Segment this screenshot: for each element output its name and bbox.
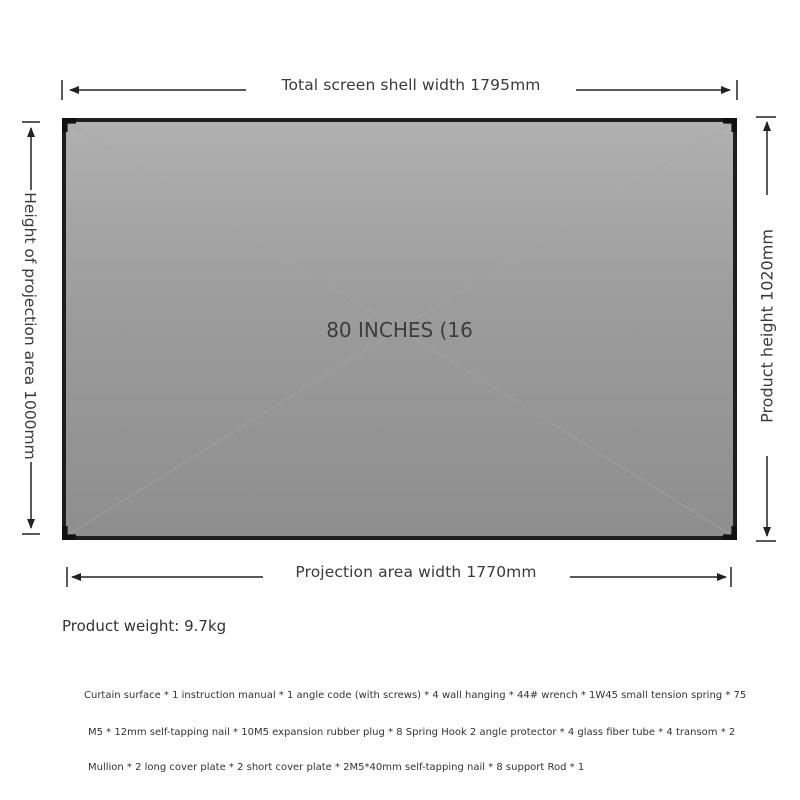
accessories-line-1: Curtain surface * 1 instruction manual * 1 angle code (with screws) * 4 wall hanging * 44# wrench * 1W45 small tension spring * 75	[84, 690, 747, 701]
accessories-line-2: M5 * 12mm self-tapping nail * 10M5 expansion rubber plug * 8 Spring Hook 2 angle protector * 4 glass fiber tube * 4 transom * 2	[88, 727, 736, 738]
total-width-label: Total screen shell width 1795mm	[281, 76, 541, 94]
product-weight: Product weight: 9.7kg	[62, 617, 227, 635]
screen-size-label: 80 INCHES (16	[326, 318, 473, 342]
projection-height-label: Height of projection area 1000mm	[21, 192, 39, 460]
accessories-line-3: Mullion * 2 long cover plate * 2 short cover plate * 2M5*40mm self-tapping nail * 8 support Rod * 1	[88, 762, 585, 773]
product-height-label: Product height 1020mm	[757, 229, 777, 423]
projection-screen	[62, 118, 737, 540]
projection-width-label: Projection area width 1770mm	[295, 563, 537, 581]
